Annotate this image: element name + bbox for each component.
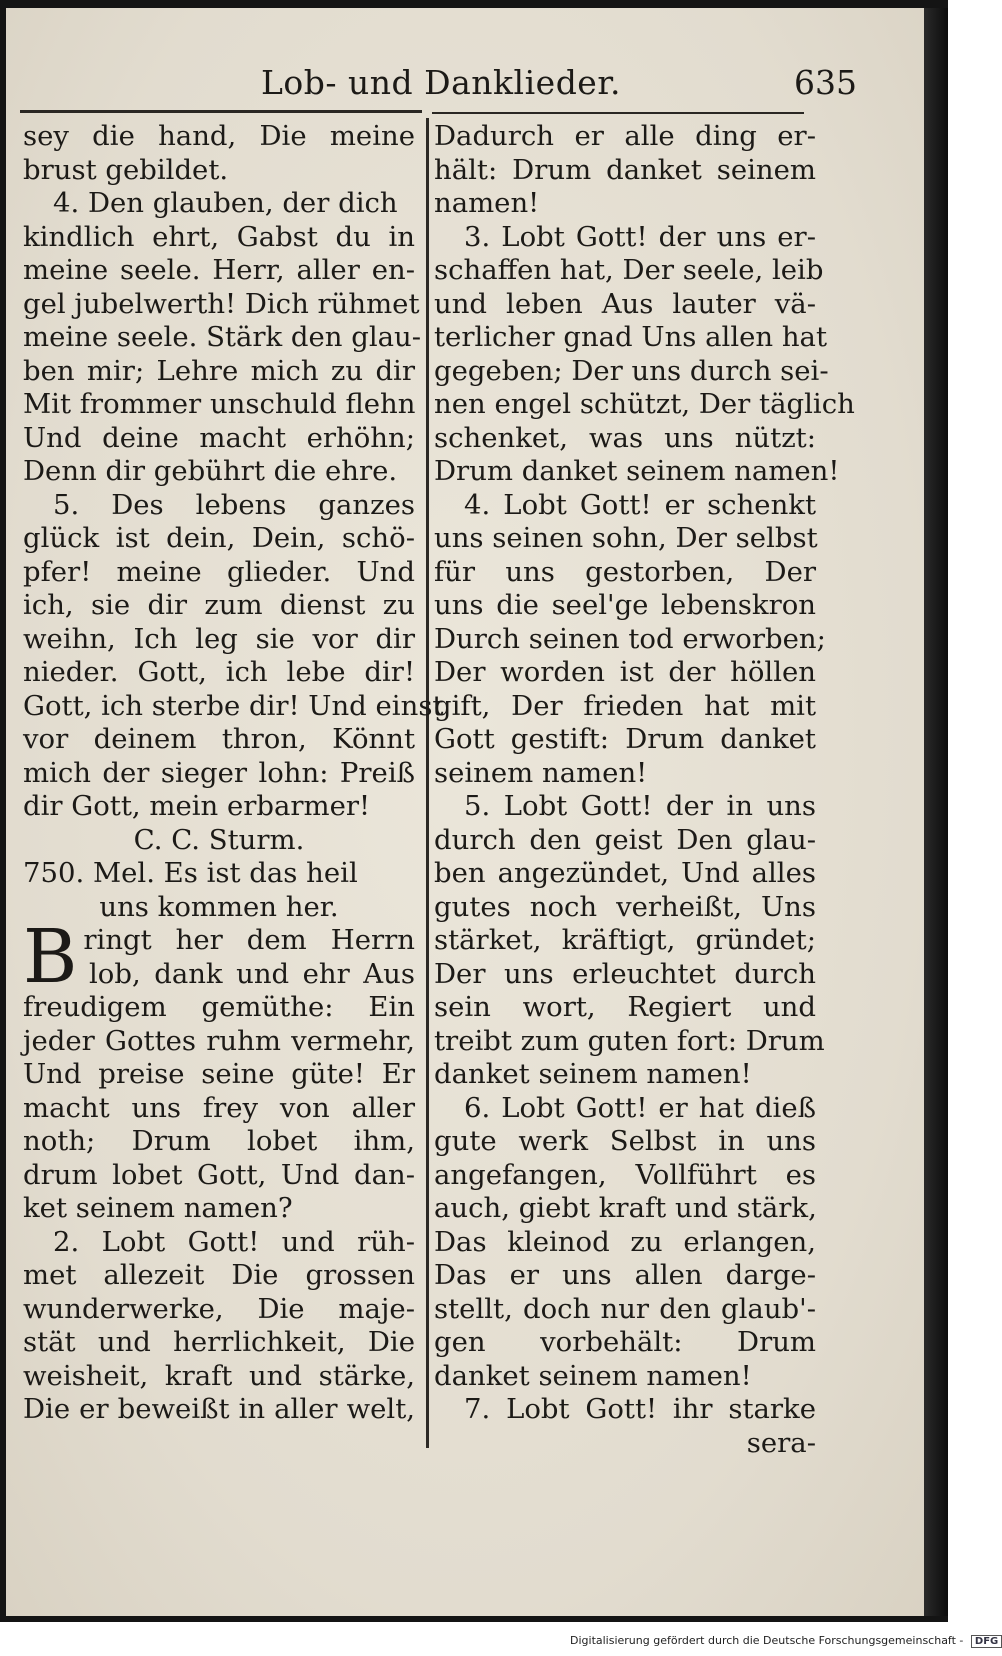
text-line (434, 1192, 816, 1226)
text-line (434, 489, 816, 523)
text-line (434, 757, 816, 791)
page-edge (924, 8, 948, 1616)
line-text: 3. Lobt Gott! der uns er- (464, 220, 816, 253)
text-line (23, 1192, 415, 1226)
line-text: 2. Lobt Gott! und rüh- (53, 1225, 415, 1258)
book-page (6, 8, 924, 1616)
text-line (23, 1092, 415, 1126)
line-text: danket seinem namen! (434, 1359, 752, 1392)
text-line (23, 656, 415, 690)
line-text: treibt zum guten fort: Drum (434, 1024, 825, 1057)
line-text: gel jubelwerth! Dich rühmet (23, 287, 420, 320)
line-text: terlicher gnad Uns allen hat (434, 321, 828, 353)
line-text: freudigem gemüthe: Ein (23, 991, 415, 1023)
drop-cap: B (23, 914, 78, 1000)
text-line (434, 556, 816, 590)
line-text: C. C. Sturm. (133, 823, 305, 856)
text-line (434, 254, 824, 288)
running-title: Lob- und Danklieder. (261, 63, 621, 102)
line-text: für uns gestorben, Der (434, 555, 816, 588)
text-line (23, 355, 415, 389)
line-text: 5. Des lebens ganzes (53, 488, 415, 521)
line-text: mich der sieger lohn: Preiß (23, 756, 415, 789)
line-text: meine seele. Stärk den glau- (23, 321, 422, 353)
line-text: brust gebildet. (23, 153, 229, 186)
line-text: hält: Drum danket seinem (434, 153, 816, 186)
text-line (23, 1226, 415, 1260)
text-line (434, 154, 816, 188)
line-text: vor deinem thron, Könnt (23, 723, 415, 755)
line-text: macht uns frey von aller (23, 1091, 415, 1124)
text-line (434, 656, 816, 690)
text-line (434, 1427, 816, 1461)
text-line (23, 1360, 415, 1394)
line-text: uns kommen her. (99, 890, 339, 923)
line-text: 750. Mel. Es ist das heil (23, 857, 358, 889)
line-text: kindlich ehrt, Gabst du in (23, 220, 415, 253)
line-text: ringt her dem Herrn (83, 924, 415, 956)
text-line (23, 589, 415, 623)
header-rule-left (20, 110, 422, 113)
line-text: auch, giebt kraft und stärk, (434, 1192, 817, 1224)
line-text: noth; Drum lobet ihm, (23, 1125, 415, 1157)
line-text: schenket, was uns nützt: (434, 421, 816, 454)
line-text: sera- (746, 1426, 816, 1459)
line-text: Das er uns allen darge- (434, 1259, 816, 1291)
text-line (434, 1024, 825, 1059)
line-text: ben angezündet, Und alles (434, 857, 816, 889)
text-line (434, 321, 828, 355)
text-line (23, 556, 415, 590)
text-line (434, 1360, 816, 1394)
text-line (434, 522, 816, 556)
text-line (23, 455, 415, 489)
line-text: Mit frommer unschuld flehn (23, 388, 416, 420)
line-text: uns die seel'ge lebenskron (434, 589, 816, 621)
line-text: seinem namen! (434, 756, 648, 789)
line-text: drum lobet Gott, Und dan- (23, 1158, 415, 1191)
text-line (434, 455, 840, 489)
text-line (23, 1025, 415, 1059)
line-text: danket seinem namen! (434, 1058, 752, 1090)
text-line (434, 1393, 816, 1427)
dfg-logo: DFG (971, 1635, 1002, 1648)
line-text: 6. Lobt Gott! er hat dieß (464, 1091, 816, 1124)
line-text: wunderwerke, Die maje- (23, 1292, 415, 1325)
text-line (23, 891, 415, 925)
line-text: gegeben; Der uns durch sei- (434, 354, 829, 387)
line-text: stellt, doch nur den glaub'- (434, 1292, 816, 1325)
line-text: ben mir; Lehre mich zu dir (23, 354, 415, 387)
text-line (23, 287, 420, 322)
line-text: Und deine macht erhöhn; (23, 421, 415, 454)
text-line (434, 622, 826, 657)
line-text: gen vorbehält: Drum (434, 1326, 816, 1358)
line-text: Die er beweißt in aller welt, (23, 1393, 415, 1425)
line-text: pfer! meine glieder. Und (23, 555, 415, 588)
line-text: nieder. Gott, ich lebe dir! (23, 656, 415, 688)
line-text: ich, sie dir zum dienst zu (23, 589, 415, 621)
text-line (434, 857, 816, 891)
text-line (23, 120, 415, 154)
line-text: sein wort, Regiert und (434, 991, 816, 1023)
line-text: 5. Lobt Gott! der in uns (464, 790, 816, 822)
line-text: Dadurch er alle ding er- (434, 120, 816, 152)
column-divider (426, 118, 429, 1448)
line-text: Drum danket seinem namen! (434, 455, 840, 487)
right-column (434, 120, 855, 1460)
text-line (434, 891, 816, 925)
digitization-credit (570, 1634, 1002, 1648)
text-line (23, 1058, 415, 1092)
line-text: Gott, ich sterbe dir! Und einst (23, 689, 444, 722)
text-line (23, 824, 415, 858)
line-text: Der worden ist der höllen (434, 656, 816, 688)
line-text: meine seele. Herr, aller en- (23, 254, 415, 286)
text-line (23, 1293, 415, 1327)
text-line (434, 1125, 816, 1159)
line-text: gute werk Selbst in uns (434, 1125, 816, 1157)
line-text: 4. Den glauben, der dich (53, 187, 398, 219)
text-line (434, 120, 816, 154)
line-text: jeder Gottes ruhm vermehr, (23, 1024, 415, 1057)
text-line (23, 991, 415, 1025)
text-line (434, 824, 816, 858)
line-text: Denn dir gebührt die ehre. (23, 455, 398, 487)
line-text: namen! (434, 187, 540, 219)
text-line (434, 924, 816, 958)
left-column (23, 120, 444, 1427)
text-line (434, 1226, 816, 1260)
text-line (23, 623, 415, 657)
text-line (23, 221, 415, 255)
line-text: glück ist dein, Dein, schö- (23, 522, 415, 554)
text-line (23, 958, 415, 992)
page-number: 635 (794, 63, 857, 102)
text-line (23, 757, 415, 791)
text-line (23, 689, 444, 724)
line-text: 7. Lobt Gott! ihr starke (464, 1393, 816, 1425)
text-line (434, 1092, 816, 1126)
text-line (434, 991, 816, 1025)
text-line (434, 388, 855, 422)
text-line (434, 1058, 816, 1092)
text-line (23, 1259, 415, 1293)
line-text: sey die hand, Die meine (23, 120, 415, 152)
text-line (434, 1259, 816, 1293)
line-text: met allezeit Die grossen (23, 1259, 415, 1291)
line-text: angefangen, Vollführt es (434, 1158, 816, 1191)
line-text: nen engel schützt, Der täglich (434, 388, 855, 420)
text-line (434, 1293, 816, 1327)
text-line (23, 489, 415, 523)
text-line (23, 1326, 415, 1360)
text-line (23, 857, 415, 891)
text-line (23, 1159, 415, 1193)
line-text: weisheit, kraft und stärke, (23, 1359, 415, 1392)
text-line (434, 187, 816, 221)
text-line (434, 958, 816, 992)
line-text: 4. Lobt Gott! er schenkt (464, 488, 816, 521)
text-line (23, 187, 415, 221)
line-text: gift, Der frieden hat mit (434, 689, 816, 722)
line-text: stät und herrlichkeit, Die (23, 1326, 415, 1358)
text-line (434, 723, 816, 757)
line-text: und leben Aus lauter vä- (434, 287, 816, 320)
text-line (434, 354, 829, 389)
text-line (23, 422, 415, 456)
line-text: Gott gestift: Drum danket (434, 723, 816, 755)
line-text: Durch seinen tod erworben; (434, 622, 826, 655)
text-line (23, 154, 415, 188)
line-text: uns seinen sohn, Der selbst (434, 522, 818, 554)
text-line (23, 321, 422, 355)
text-line (434, 690, 816, 724)
line-text: schaffen hat, Der seele, leib (434, 254, 824, 286)
text-line (434, 221, 816, 255)
line-text: dir Gott, mein erbarmer! (23, 790, 371, 822)
text-line (23, 1393, 415, 1427)
text-line (434, 1159, 816, 1193)
line-text: durch den geist Den glau- (434, 823, 816, 856)
text-line (434, 288, 816, 322)
text-line (23, 1125, 415, 1159)
text-line (23, 522, 415, 556)
page-header (6, 63, 924, 113)
credit-text: Digitalisierung gefördert durch die Deutsche Forschungsgemeinschaft - (570, 1634, 964, 1647)
text-line (434, 790, 816, 824)
text-line (434, 1326, 816, 1360)
text-line (23, 388, 415, 422)
text-line (23, 254, 415, 288)
line-text: ket seinem namen? (23, 1192, 293, 1224)
line-text: lob, dank und ehr Aus (89, 957, 415, 990)
text-line (434, 589, 816, 623)
line-text: Der uns erleuchtet durch (434, 957, 816, 990)
header-rule-right (432, 112, 804, 114)
line-text: stärket, kräftigt, gründet; (434, 924, 816, 956)
text-line (434, 422, 816, 456)
text-line (23, 790, 415, 824)
line-text: weihn, Ich leg sie vor dir (23, 622, 415, 655)
line-text: Und preise seine güte! Er (23, 1058, 415, 1090)
text-line (23, 723, 415, 757)
line-text: Das kleinod zu erlangen, (434, 1225, 816, 1258)
line-text: gutes noch verheißt, Uns (434, 890, 816, 923)
